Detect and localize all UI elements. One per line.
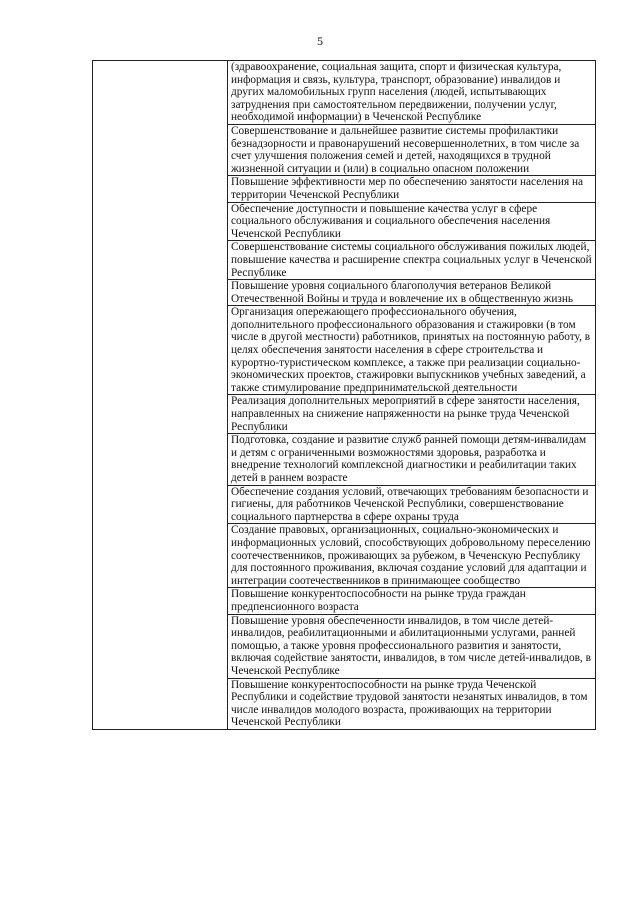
goal-text: (здравоохранение, социальная защита, спорт и физическая культура, информация и связь, культура, транспорт, образование) инвалидов и других маломобильных групп населения (людей, испытывающих затруднения при самостоятельном передвижении, получении услуг, необходимой информации) в Чеченской Республике [231, 61, 562, 124]
goal-cell [228, 176, 596, 202]
goal-cell [228, 124, 596, 175]
table-row [93, 61, 596, 125]
goal-cell [228, 61, 596, 125]
goal-cell [228, 524, 596, 588]
goal-cell [228, 485, 596, 524]
left-cell [93, 61, 228, 730]
goal-cell [228, 614, 596, 678]
goals-table [92, 60, 596, 730]
goal-cell [228, 678, 596, 729]
goal-text: Обеспечение доступности и повышение качества услуг в сфере социального обслуживания и социального обеспечения населения Чеченской Республики [231, 202, 551, 240]
goal-cell [228, 202, 596, 241]
goal-text: Создание правовых, организационных, социально-экономических и информационных условий, способствующих добровольному переселению соотечественников, проживающих за рубежом, в Чеченскую Республику для постоянного проживания, включая создание условий для адаптации и интеграции соотечественников в принимающее сообщество [231, 524, 591, 587]
goal-cell [228, 434, 596, 485]
goal-cell [228, 241, 596, 280]
goal-text: Повышение уровня обеспеченности инвалидов, в том числе детей-инвалидов, реабилитационными и абилитационными услугами, ранней помощью, а также уровня профессионального развития и занятости, включая содействие занятости, инвалидов, в том числе детей-инвалидов, в Чеченской Республике [231, 614, 591, 677]
goal-cell [228, 588, 596, 614]
goal-text: Обеспечение создания условий, отвечающих требованиям безопасности и гигиены, для работников Чеченской Республики, совершенствование социального партнерства в сфере охраны труда [231, 485, 589, 523]
goal-text: Организация опережающего профессионального обучения, дополнительного профессионального образования и стажировки (в том числе в другой местности) работников, принятых на постоянную работу, в целях обеспечения занятости населения в сфере строительства и курортно-туристическом комплексе, а также при реализации социально-экономических проектов, стажировки выпускников учебных заведений, а также стимулирование предпринимательской деятельности [231, 306, 591, 394]
goal-text: Повышение конкурентоспособности на рынке труда граждан предпенсионного возраста [231, 588, 526, 613]
goal-cell [228, 306, 596, 395]
goal-cell [228, 280, 596, 306]
goal-text: Повышение конкурентоспособности на рынке труда Чеченской Республики и содействие трудовой занятости незанятых инвалидов, в том числе инвалидов молодого возраста, проживающих на территории Чеченской Республики [231, 678, 588, 729]
goal-text: Подготовка, создание и развитие служб ранней помощи детям-инвалидам и детям с ограниченными возможностями здоровья, разработка и внедрение технологий комплексной диагностики и реабилитации таких детей в раннем возрасте [231, 434, 587, 484]
goal-text: Повышение эффективности мер по обеспечению занятости населения на территории Чеченской Республики [231, 176, 584, 201]
page-number: 5 [317, 34, 323, 48]
goal-text: Совершенствование и дальнейшее развитие системы профилактики безнадзорности и правонарушений несовершеннолетних, в том числе за счет улучшения положения семей и детей, находящихся в трудной жизненной ситуации и (или) в социально опасном положении [231, 124, 580, 175]
goal-text: Совершенствование системы социального обслуживания пожилых людей, повышение качества и расширение спектра социальных услуг в Чеченской Республике [231, 241, 592, 279]
goal-text: Реализация дополнительных мероприятий в сфере занятости населения, направленных на снижение напряженности на рынке труда Чеченской Республики [231, 395, 580, 433]
goal-cell [228, 395, 596, 434]
goal-text: Повышение уровня социального благополучия ветеранов Великой Отечественной Войны и труда и вовлечение их в общественную жизнь [231, 280, 574, 305]
